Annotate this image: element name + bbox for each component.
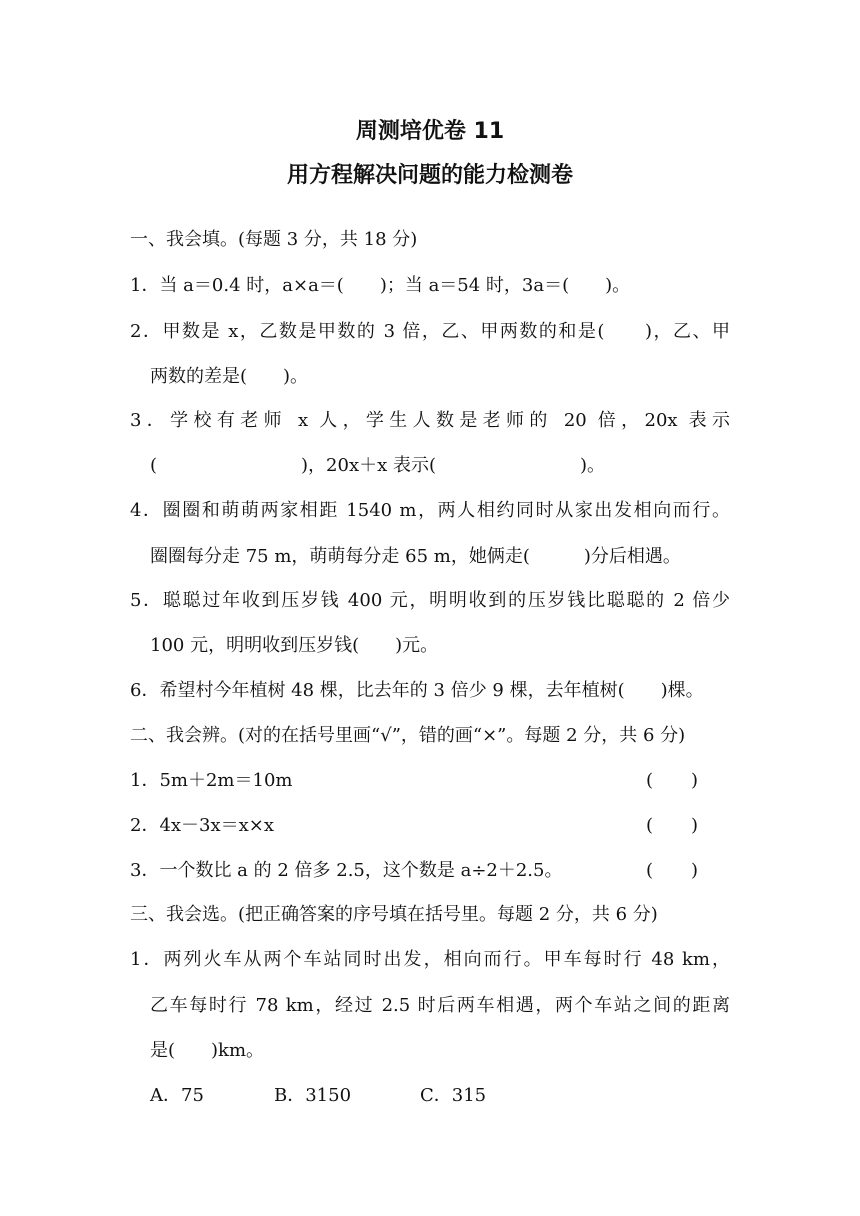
- judge-item-2: 2．4x－3x＝x×x: [130, 815, 275, 836]
- question-1-2-line1: 2．甲数是 x，乙数是甲数的 3 倍，乙、甲两数的和是( )，乙、甲: [130, 321, 730, 342]
- option-a[interactable]: A．75: [150, 1085, 204, 1106]
- answer-paren-3[interactable]: [646, 859, 698, 883]
- choice-question-1-line2: 乙车每时行 78 km，经过 2.5 时后两车相遇，两个车站之间的距离: [150, 995, 730, 1016]
- option-b[interactable]: B．3150: [274, 1085, 352, 1106]
- judge-item-3: 3．一个数比 a 的 2 倍多 2.5，这个数是 a÷2＋2.5。: [130, 860, 563, 881]
- question-1-4-line2: 圈圈每分走 75 m，萌萌每分走 65 m，她俩走( )分后相遇。: [150, 546, 681, 567]
- paren-open: (: [646, 815, 654, 836]
- paren-close: ): [690, 860, 698, 881]
- paren-open: (: [646, 860, 654, 881]
- section1-heading: 一、我会填。(每题 3 分，共 18 分): [130, 229, 418, 250]
- question-1-3-line1: 3．学校有老师 x 人，学生人数是老师的 20 倍，20x 表示: [130, 410, 730, 431]
- page-subtitle: 用方程解决问题的能力检测卷: [286, 163, 573, 188]
- question-1-5-line1: 5．聪聪过年收到压岁钱 400 元，明明收到的压岁钱比聪聪的 2 倍少: [130, 590, 730, 611]
- paren-close: ): [690, 815, 698, 836]
- paren-open: (: [646, 770, 654, 791]
- question-1-4-line1: 4．圈圈和萌萌两家相距 1540 m，两人相约同时从家出发相向而行。: [130, 500, 730, 521]
- answer-paren-2[interactable]: [646, 814, 698, 838]
- choice-question-1-line1: 1．两列火车从两个车站同时出发，相向而行。甲车每时行 48 km，: [130, 949, 730, 970]
- question-1-6: 6．希望村今年植树 48 棵，比去年的 3 倍少 9 棵，去年植树( )棵。: [130, 680, 704, 701]
- question-1-2-line2: 两数的差是( )。: [150, 366, 309, 387]
- choice-question-1-line3: 是( )km。: [150, 1040, 265, 1061]
- question-1-5-line2: 100 元，明明收到压岁钱( )元。: [150, 635, 439, 656]
- paren-close: ): [690, 770, 698, 791]
- judge-item-1: 1．5m＋2m＝10m: [130, 770, 293, 791]
- section3-heading: 三、我会选。(把正确答案的序号填在括号里。每题 2 分，共 6 分): [130, 904, 658, 925]
- option-c[interactable]: C．315: [420, 1085, 487, 1106]
- question-1-1: 1．当 a＝0.4 时，a×a＝( )；当 a＝54 时，3a＝( )。: [130, 275, 631, 296]
- answer-paren-1[interactable]: [646, 769, 698, 793]
- question-1-3-line2: ( )，20x＋x 表示( )。: [150, 455, 606, 476]
- page-title: 周测培优卷 11: [355, 119, 505, 144]
- section2-heading: 二、我会辨。(对的在括号里画“√”，错的画“×”。每题 2 分，共 6 分): [130, 725, 686, 746]
